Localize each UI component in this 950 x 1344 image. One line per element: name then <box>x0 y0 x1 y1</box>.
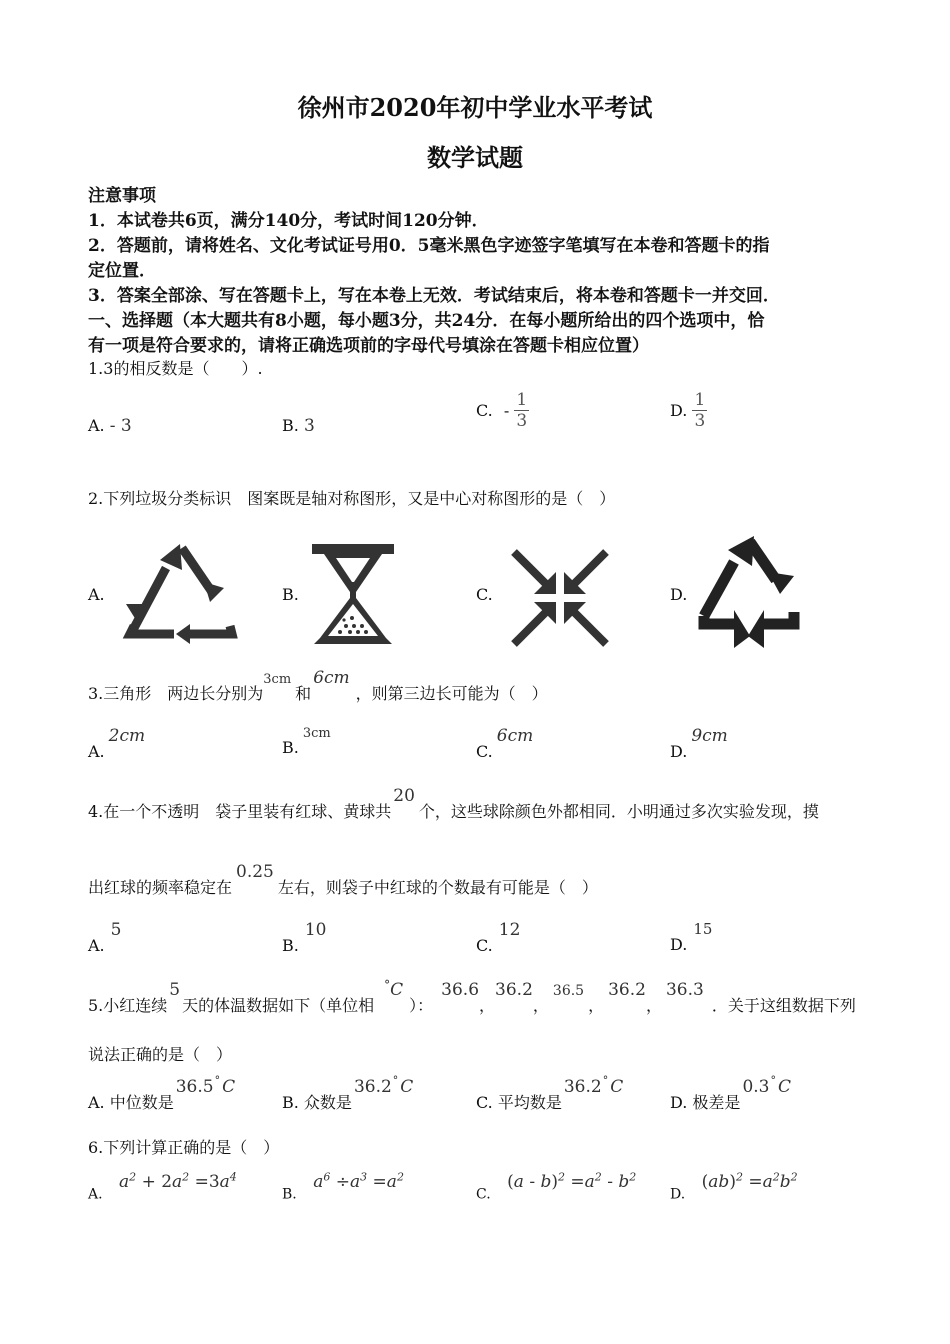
q5-option-a <box>88 1074 235 1113</box>
q5-option-d <box>670 1074 791 1113</box>
option-label: C. <box>476 401 493 420</box>
temperature-3: 36.5 <box>552 983 585 999</box>
q4-stem-line2 <box>88 862 598 898</box>
celsius-unit: C <box>222 1077 236 1097</box>
option-value: 0.3 <box>742 1077 770 1097</box>
four-arrows-icon <box>510 548 610 648</box>
q4-option-d <box>670 920 712 954</box>
day-count: 5 <box>169 980 181 1000</box>
celsius-unit: C <box>610 1077 624 1097</box>
separator: ， <box>645 996 662 1015</box>
expression: $a^2 + 2a^2 =3a^4$ <box>119 1170 237 1192</box>
fraction: $\frac{1}{3}$ <box>516 390 528 431</box>
degree-sign: ° <box>392 1074 399 1087</box>
notice-item-3: 3．答案全部涂、写在答题卡上，写在本卷上无效．考试结束后，将本卷和答题卡一并交回． <box>88 286 780 306</box>
stem-text: 出红球的频率稳定在 <box>88 878 233 897</box>
notice-item-2: 2．答题前，请将姓名、文化考试证号用0．5毫米黑色字迹签字笔填写在本卷和答题卡的指 <box>88 236 770 256</box>
degree-sign: ° <box>770 1074 776 1087</box>
option-value: 36.2 <box>353 1077 392 1097</box>
q1-option-b <box>282 416 315 436</box>
stem-text: ）： <box>409 996 434 1015</box>
stem-text: 4.在一个不透明 袋子里装有红球、黄球共 <box>88 802 392 821</box>
option-label: D. <box>670 742 688 761</box>
expression: $a^6 \div a^3 =a^2$ <box>313 1170 404 1192</box>
q2-option-b-label: B. <box>282 585 299 604</box>
q2-stem: 2.下列垃圾分类标识 图案既是轴对称图形，又是中心对称图形的是（ ） <box>88 489 616 508</box>
option-value: 3cm <box>302 726 331 741</box>
exam-subtitle: 数学试题 <box>427 143 523 172</box>
q1-stem: 1.3的相反数是（ ）. <box>88 359 263 378</box>
q6-option-c <box>476 1170 636 1203</box>
option-label: B. 众数是 <box>282 1093 352 1112</box>
option-value: 3 <box>303 416 315 436</box>
q6-option-a <box>88 1170 237 1203</box>
stem-text: 3.三角形 两边长分别为 <box>88 684 264 703</box>
q5-option-c <box>476 1074 623 1113</box>
q2-option-c-label: C. <box>476 585 493 604</box>
temperature-1: 36.6 <box>441 980 480 1000</box>
minus-sign: - <box>503 401 510 420</box>
q1-option-c <box>476 390 529 431</box>
expression: $(a - b)^2 =a^2 - b^2$ <box>507 1170 637 1192</box>
q1-option-d <box>670 390 707 431</box>
option-value: 6cm <box>496 726 534 746</box>
q6-stem: 6.下列计算正确的是（ ） <box>88 1138 280 1157</box>
q3-option-a <box>88 726 145 761</box>
stem-text: ．关于这组数据下列 <box>711 996 856 1015</box>
q3-stem <box>88 668 548 704</box>
expression: $(ab)^2 =a^2b^2$ <box>701 1170 798 1192</box>
option-value: 36.5 <box>175 1077 214 1097</box>
separator: ， <box>532 996 549 1015</box>
degree-sign: ° <box>384 978 391 992</box>
option-label: D. 极差是 <box>670 1093 741 1112</box>
degree-sign: ° <box>214 1074 221 1087</box>
option-label: A. 中位数是 <box>88 1093 174 1112</box>
option-label: A. <box>88 742 105 761</box>
q4-option-c <box>476 920 520 955</box>
hourglass-icon <box>308 540 398 650</box>
temperature-2: 36.2 <box>495 980 533 1000</box>
option-value: 15 <box>693 920 713 938</box>
option-label: D. <box>670 1186 686 1203</box>
option-value: 12 <box>498 920 521 940</box>
option-label: C. <box>476 936 493 955</box>
q6-option-b <box>282 1170 404 1203</box>
section-heading-cont: 有一项是符合要求的，请将正确选项前的字母代号填涂在答题卡相应位置） <box>88 336 649 356</box>
option-label: A. <box>88 1186 103 1203</box>
stem-text: 个，这些球除颜色外都相同．小明通过多次实验发现，摸 <box>418 802 819 821</box>
frequency-value: 0.25 <box>236 862 274 882</box>
option-label: D. <box>670 935 688 954</box>
notice-item-2-cont: 定位置． <box>88 261 156 281</box>
exam-title: 徐州市2020年初中学业水平考试 <box>297 93 653 122</box>
separator: ， <box>479 996 496 1015</box>
separator: ， <box>588 996 605 1015</box>
q5-stem-line1 <box>88 978 856 1016</box>
q1-option-a <box>88 416 132 436</box>
q5-stem-line2: 说法正确的是（ ） <box>88 1045 233 1064</box>
option-label: B. <box>282 738 299 757</box>
q3-option-b <box>282 726 331 757</box>
option-value: 10 <box>304 920 327 940</box>
q2-option-d-label: D. <box>670 585 688 604</box>
q4-stem-line1 <box>88 786 819 822</box>
section-heading: 一、选择题（本大题共有8小题，每小题3分，共24分．在每小题所给出的四个选项中，恰 <box>88 311 765 331</box>
stem-text: 和 <box>295 684 312 703</box>
option-value: 36.2 <box>563 1077 602 1097</box>
option-label: A. <box>88 936 105 955</box>
option-label: B. <box>282 936 299 955</box>
temperature-4: 36.2 <box>608 980 646 1000</box>
option-label: D. <box>670 401 688 420</box>
stem-text: 左右，则袋子中红球的个数最有可能是（ ） <box>277 878 598 897</box>
celsius-unit: C <box>390 980 404 1000</box>
q4-option-a <box>88 920 121 955</box>
option-label: B. <box>282 416 299 435</box>
q6-option-d <box>670 1170 798 1203</box>
option-value: 5 <box>110 920 122 940</box>
q5-option-b <box>282 1074 413 1113</box>
stem-text: 天的体温数据如下（单位相 <box>182 996 375 1015</box>
option-label: C. <box>476 742 493 761</box>
option-label: C. 平均数是 <box>476 1093 562 1112</box>
option-label: C. <box>476 1186 491 1203</box>
celsius-unit: C <box>400 1077 414 1097</box>
option-value: - 3 <box>109 416 132 436</box>
fraction: $\frac{1}{3}$ <box>694 390 706 431</box>
stem-text: 5.小红连续 <box>88 996 168 1015</box>
option-label: B. <box>282 1186 297 1203</box>
q3-option-d <box>670 726 728 761</box>
option-value: 2cm <box>108 726 146 746</box>
stem-text: ，则第三边长可能为（ ） <box>355 684 548 703</box>
length-3cm: 3cm <box>263 672 292 687</box>
q3-option-c <box>476 726 533 761</box>
ball-count: 20 <box>393 786 415 806</box>
length-6cm: 6cm <box>313 668 350 688</box>
degree-sign: ° <box>602 1074 609 1087</box>
recycle-triangle-icon <box>120 538 240 648</box>
notice-item-1: 1．本试卷共6页，满分140分，考试时间120分钟． <box>88 211 489 231</box>
option-value: 9cm <box>691 726 728 746</box>
temperature-5: 36.3 <box>665 980 704 1000</box>
q4-option-b <box>282 920 326 955</box>
option-label: A. <box>88 416 105 435</box>
q2-option-a-label: A. <box>88 585 105 604</box>
notice-heading: 注意事项 <box>88 186 156 206</box>
recycle-arrows-icon <box>694 532 804 652</box>
celsius-unit: C <box>777 1077 791 1097</box>
